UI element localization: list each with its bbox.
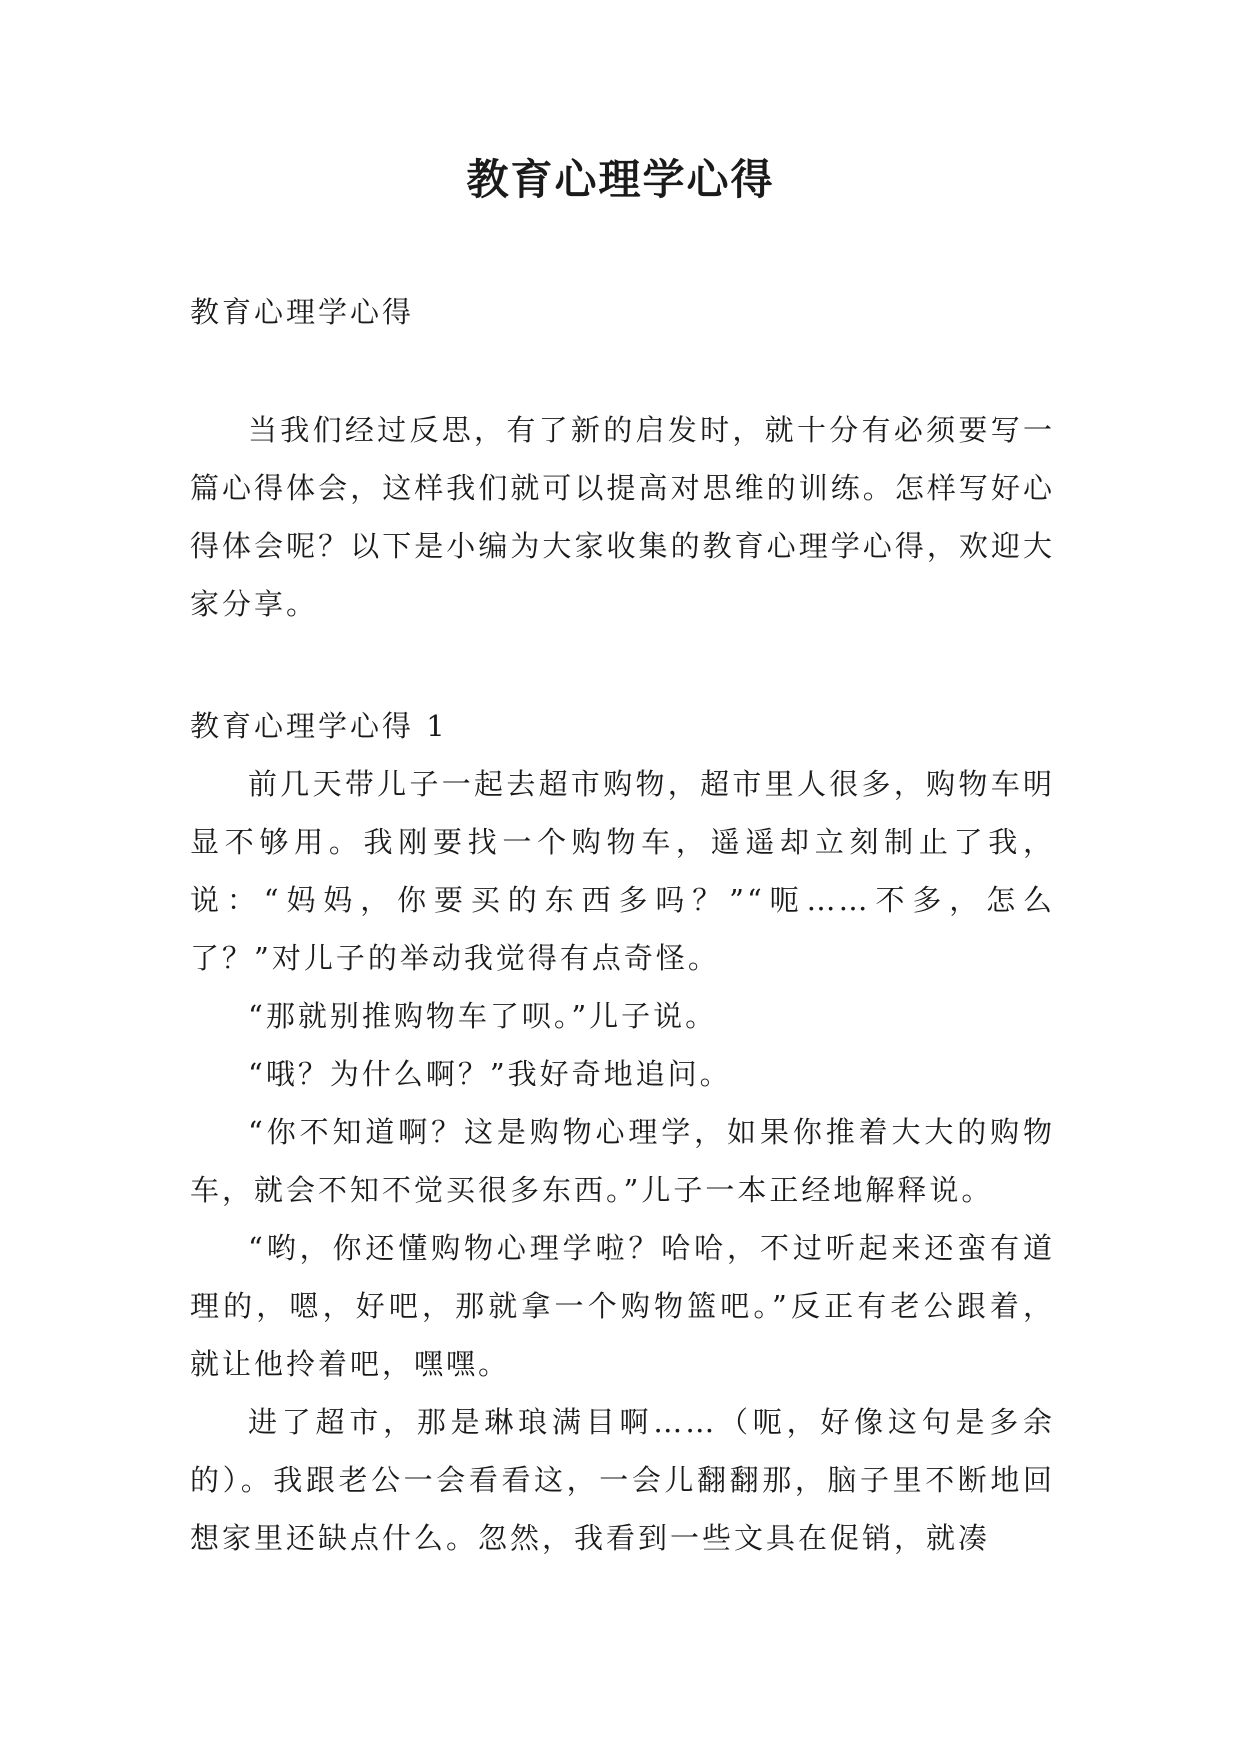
spacer [190, 633, 1055, 697]
body-paragraph: “哦？为什么啊？”我好奇地追问。 [248, 1057, 732, 1091]
body-paragraph: 进了超市，那是琳琅满目啊……（呃，好像这句是多余的）。我跟老公一会看看这，一会儿翻翻那，脑子里不断地回想家里还缺点什么。忽然，我看到一些文具在促销，就凑 [190, 1405, 1055, 1555]
section-heading: 教育心理学心得 1 [190, 709, 448, 743]
document-body [190, 283, 1055, 1567]
body-paragraph: “那就别推购物车了呗。”儿子说。 [248, 999, 718, 1033]
body-paragraph: 前几天带儿子一起去超市购物，超市里人很多，购物车明显不够用。我刚要找一个购物车，遥遥却立刻制止了我，说：“妈妈，你要买的东西多吗？”“呃……不多，怎么了？”对儿子的举动我觉得有点奇怪。 [190, 767, 1055, 975]
body-paragraph: “你不知道啊？这是购物心理学，如果你推着大大的购物车，就会不知不觉买很多东西。”儿子一本正经地解释说。 [190, 1115, 1055, 1207]
document-title: 教育心理学心得 [466, 155, 775, 204]
spacer [190, 341, 1055, 401]
body-paragraph: “哟，你还懂购物心理学啦？哈哈，不过听起来还蛮有道理的，嗯，好吧，那就拿一个购物篮吧。”反正有老公跟着，就让他拎着吧，嘿嘿。 [190, 1231, 1055, 1381]
document-subtitle: 教育心理学心得 [190, 295, 415, 329]
intro-paragraph: 当我们经过反思，有了新的启发时，就十分有必须要写一篇心得体会，这样我们就可以提高对思维的训练。怎样写好心得体会呢？以下是小编为大家收集的教育心理学心得，欢迎大家分享。 [190, 413, 1055, 621]
